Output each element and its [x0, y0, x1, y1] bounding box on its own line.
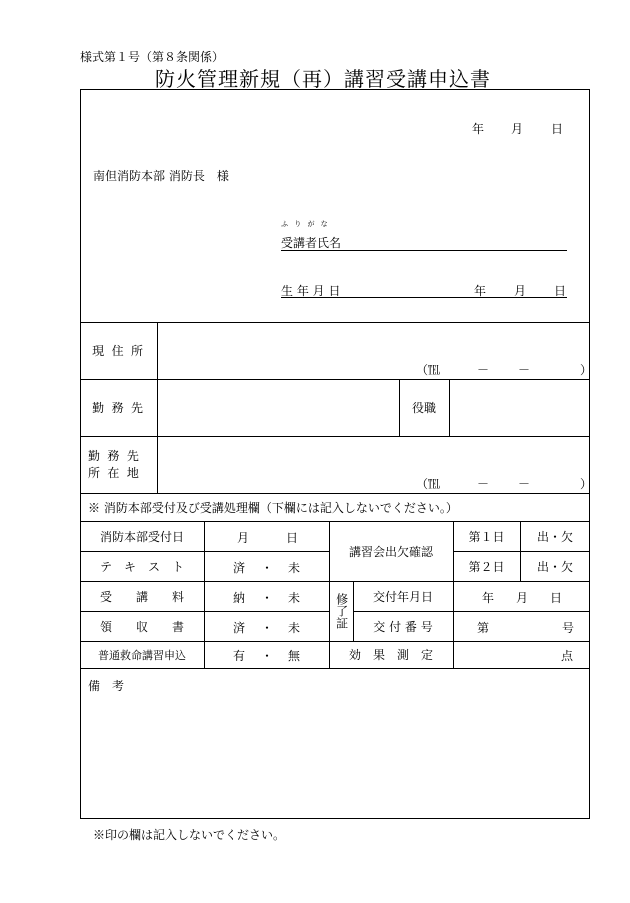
receipt-label: 領 収 書 — [99, 619, 184, 634]
employer-address-label-line2: 所 在 地 — [88, 466, 141, 480]
label-column-line — [157, 322, 158, 493]
birth-month-mark: 月 — [514, 284, 527, 298]
attendance-confirm-label: 講習会出欠確認 — [348, 544, 433, 559]
reception-day: 日 — [286, 531, 299, 545]
effect-test-points: 点 — [561, 649, 574, 663]
addressee: 南但消防本部 消防長 様 — [93, 169, 229, 183]
birth-date-line[interactable] — [281, 297, 567, 298]
position-label: 役職 — [411, 401, 436, 415]
fee-label: 受 講 料 — [99, 589, 184, 604]
issue-number-prefix: 第 — [477, 621, 490, 635]
employer-address-label-line1: 勤 務 先 — [88, 449, 141, 463]
text-label: テ キ ス ト — [99, 559, 184, 574]
receipt-dot: ・ — [261, 621, 274, 635]
completion-cert-label — [329, 581, 353, 641]
text-not-yet: 未 — [288, 561, 301, 575]
issue-date-label: 交付年月日 — [372, 589, 433, 604]
employer-tel-dash1: － — [477, 477, 490, 491]
issue-year: 年 — [482, 591, 495, 605]
date-year-mark: 年 — [472, 122, 485, 136]
day1-label: 第１日 — [468, 529, 505, 544]
birth-day-mark: 日 — [554, 284, 567, 298]
receipt-done: 済 — [233, 621, 246, 635]
employer-tel-close: ） — [580, 477, 593, 491]
day2-attendance: 出・欠 — [536, 559, 573, 574]
reception-month: 月 — [237, 531, 250, 545]
applicant-name-label: 受講者氏名 — [281, 236, 342, 250]
effect-test-label: 効 果 測 定 — [348, 648, 433, 662]
issue-number-suffix: 号 — [562, 621, 575, 635]
employer-label: 勤 務 先 — [92, 401, 145, 415]
fee-dot: ・ — [261, 591, 274, 605]
birth-year-mark: 年 — [474, 284, 487, 298]
employer-tel-open: （℡ — [416, 477, 441, 491]
remarks-label: 備 考 — [88, 679, 125, 693]
day2-label: 第２日 — [468, 559, 505, 574]
position-right-line — [449, 379, 450, 436]
text-done: 済 — [233, 561, 246, 575]
reception-date-label: 消防本部受付日 — [99, 529, 184, 544]
first-aid-no: 無 — [288, 649, 301, 663]
employer-tel-dash2: － — [518, 477, 531, 491]
birth-date-label: 生 年 月 日 — [281, 284, 341, 298]
address-tel-dash1: － — [477, 363, 490, 377]
issue-day: 日 — [550, 591, 563, 605]
address-tel-dash2: － — [518, 363, 531, 377]
address-tel-open: （℡ — [416, 363, 441, 377]
address-tel-close: ） — [580, 363, 593, 377]
date-month-mark: 月 — [511, 122, 524, 136]
address-label: 現 住 所 — [92, 344, 145, 358]
date-day-mark: 日 — [551, 122, 564, 136]
applicant-name-line[interactable] — [281, 250, 567, 251]
footer-note: ※印の欄は記入しないでください。 — [93, 828, 286, 842]
day1-attendance: 出・欠 — [536, 529, 573, 544]
form-label: 様式第１号（第８条関係） — [80, 50, 225, 64]
fee-not-yet: 未 — [288, 591, 301, 605]
issue-month: 月 — [516, 591, 529, 605]
furigana-label: ふ り が な — [281, 220, 330, 228]
office-note: ※ 消防本部受付及び受講処理欄（下欄には記入しないでください。） — [88, 501, 458, 515]
text-dot: ・ — [261, 561, 274, 575]
page-title: 防火管理新規（再）講習受講申込書 — [155, 67, 491, 91]
fee-paid: 納 — [233, 591, 246, 605]
office-col1-line — [204, 521, 205, 668]
completion-cert-text: 修了証 — [334, 593, 349, 629]
divider-office-row5 — [80, 668, 590, 669]
receipt-not-yet: 未 — [288, 621, 301, 635]
first-aid-label: 普通救命講習申込 — [98, 648, 186, 662]
first-aid-dot: ・ — [261, 649, 274, 663]
first-aid-yes: 有 — [233, 649, 246, 663]
issue-number-label: 交 付 番 号 — [373, 619, 433, 634]
divider-employer-address — [80, 493, 590, 494]
